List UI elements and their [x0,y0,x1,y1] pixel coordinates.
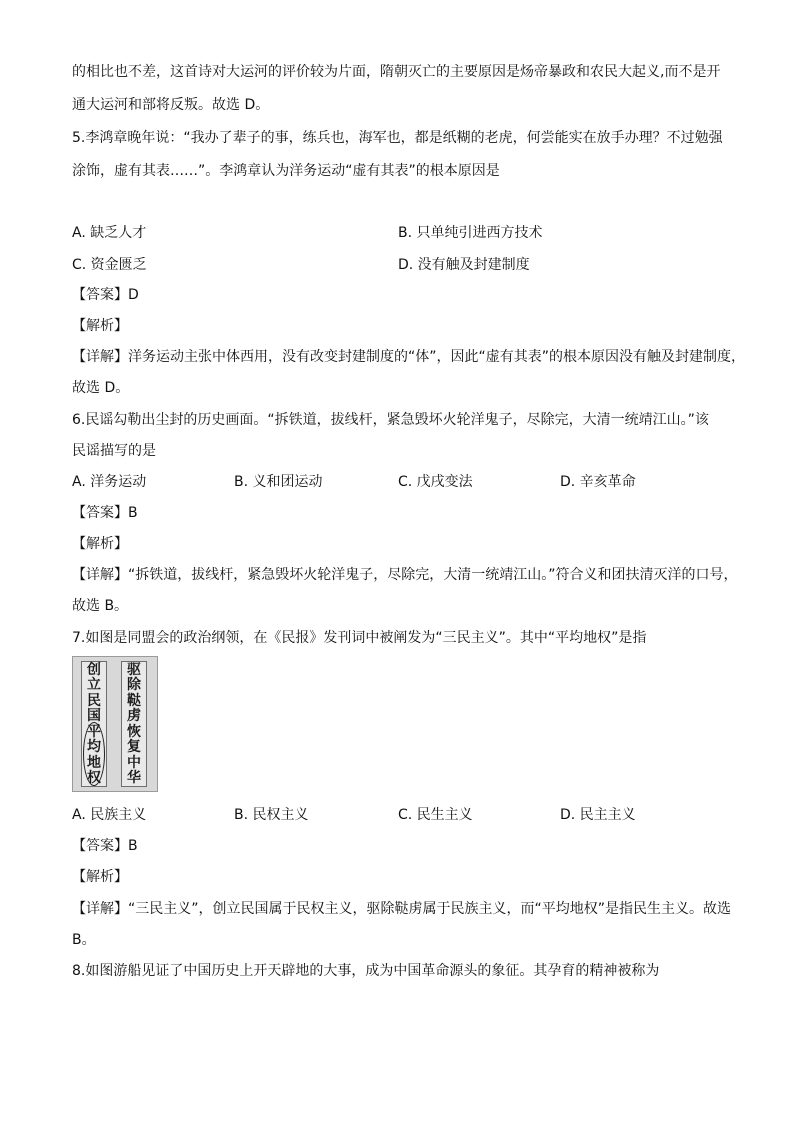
strip-char: 复 [127,739,141,756]
q6-analysis-heading: 【解析】 [72,536,128,552]
photo-strip-left [81,661,107,787]
q7-option-a: A. 民族主义 [72,807,147,823]
strip-char: 中 [127,754,141,771]
q5-detail: 【详解】洋务运动主张中体西用，没有改变封建制度的“体”，因此“虚有其表”的根本原因没有触及封建制度， [72,349,746,365]
strip-char: 驱 [127,661,141,678]
q5-detail: 故选 D。 [72,380,130,396]
question-6-stem: 6.民谣勾勒出尘封的历史画面。“拆铁道，拔线杆，紧急毁坏火轮洋鬼子，尽除完，大清一统靖江山。”该 [72,412,709,428]
strip-char: 华 [127,770,141,787]
q7-option-c: C. 民生主义 [398,807,473,823]
strip-char: 国 [87,708,101,725]
question-6-stem: 民谣描写的是 [72,443,156,459]
q6-option-d: D. 辛亥革命 [560,474,636,490]
q5-option-b: B. 只单纯引进西方技术 [398,225,543,241]
q7-option-b: B. 民权主义 [234,807,309,823]
q5-option-d: D. 没有触及封建制度 [398,257,530,273]
q5-option-a: A. 缺乏人才 [72,225,147,241]
q7-analysis-heading: 【解析】 [72,869,128,885]
q6-detail: 故选 B。 [72,598,129,614]
q6-option-c: C. 戊戌变法 [398,474,473,490]
q7-detail: 【详解】“三民主义”，创立民国属于民权主义，驱除鞑虏属于民族主义，而“平均地权”是指民生主义。故选 [72,901,732,917]
highlight-oval [83,722,105,786]
strip-char: 恢 [127,723,141,740]
q6-detail: 【详解】“拆铁道，拔线杆，紧急毁坏火轮洋鬼子，尽除完，大清一统靖江山。”符合义和团扶清灭洋的口号， [72,567,738,583]
question-5-stem: 5.李鸿章晚年说：“我办了辈子的事，练兵也，海军也，都是纸糊的老虎，何尝能实在放手办理？不过勉强 [72,130,723,146]
q5-option-c: C. 资金匮乏 [72,257,147,273]
question-5-stem: 涂饰，虚有其表……”。李鸿章认为洋务运动“虚有其表”的根本原因是 [72,163,500,179]
strip-char: 均 [87,739,101,756]
strip-char: 权 [87,770,101,787]
strip-char: 地 [87,754,101,771]
text-line: 通大运河和部将反叛。故选 D。 [72,97,270,113]
q5-answer: 【答案】D [72,287,139,303]
strip-char: 虏 [127,708,141,725]
strip-char: 鞑 [127,692,141,709]
strip-char: 平 [87,723,101,740]
q7-answer: 【答案】B [72,838,138,854]
text-line: 的相比也不差，这首诗对大运河的评价较为片面，隋朝灭亡的主要原因是炀帝暴政和农民大起义,而不是开 [72,64,721,80]
q6-answer: 【答案】B [72,505,138,521]
strip-char: 立 [87,677,101,694]
strip-char: 除 [127,677,141,694]
q7-option-d: D. 民主主义 [560,807,636,823]
strip-char: 创 [87,661,101,678]
q5-analysis-heading: 【解析】 [72,318,128,334]
question-7-stem: 7.如图是同盟会的政治纲领，在《民报》发刊词中被阐发为“三民主义”。其中“平均地权”是指 [72,630,647,646]
q6-option-b: B. 义和团运动 [234,474,323,490]
question-8-stem: 8.如图游船见证了中国历史上开天辟地的大事，成为中国革命源头的象征。其孕育的精神被称为 [72,963,660,979]
q7-detail: B。 [72,932,96,948]
q6-option-a: A. 洋务运动 [72,474,147,490]
strip-char: 民 [87,692,101,709]
tongmenghui-program-photo [72,656,158,792]
photo-strip-right [121,661,147,787]
